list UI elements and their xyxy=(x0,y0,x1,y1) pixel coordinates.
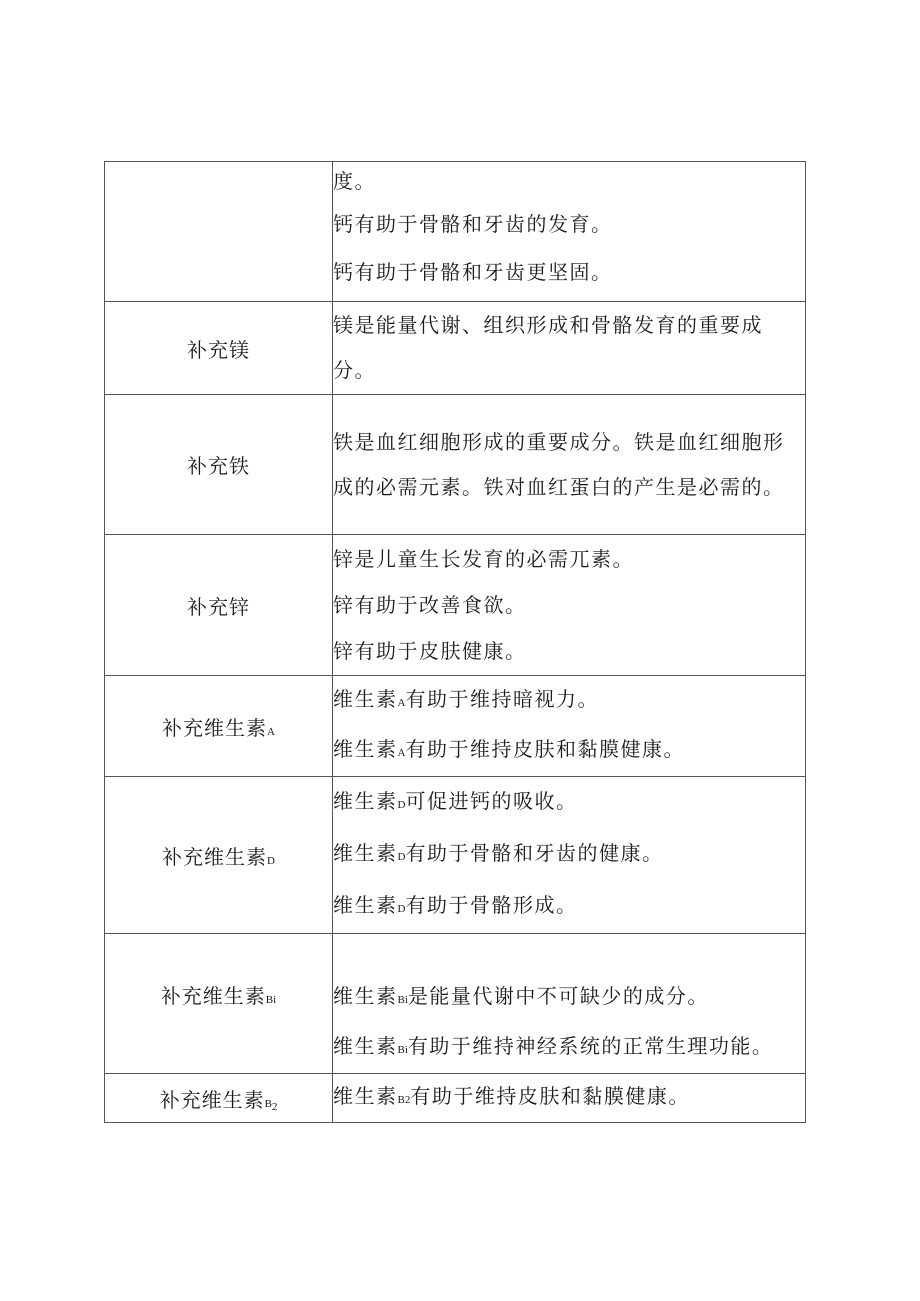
claim-text: 有助于维持皮肤和黏膜健康。 xyxy=(410,1084,690,1108)
claim-text: 有助于骨骼和牙齿的健康。 xyxy=(405,841,664,865)
claim-line: 锌有助于皮肤健康。 xyxy=(333,639,527,663)
claim-subscript: D xyxy=(397,851,406,863)
nutrient-label: 补充铁 xyxy=(187,454,250,478)
nutrient-label: 补充锌 xyxy=(187,594,250,619)
nutrient-subscript: Bi xyxy=(265,994,277,1006)
nutrient-cell xyxy=(105,162,333,302)
claim-line xyxy=(333,973,805,1023)
table-row xyxy=(105,302,806,395)
claim-text: 有助于维持神经系统的正常生理功能。 xyxy=(407,1034,774,1058)
claim-text: 维生素 xyxy=(333,687,398,711)
claim-line xyxy=(333,881,805,933)
nutrient-subscript: 2 xyxy=(271,1100,278,1113)
table-row xyxy=(105,934,806,1074)
claim-line: 锌有助于改善食欲。 xyxy=(333,593,527,617)
table-row xyxy=(105,535,806,676)
claim-line: 度。 xyxy=(333,169,376,193)
nutrient-cell xyxy=(105,676,333,777)
nutrient-cell xyxy=(105,395,333,535)
table-row xyxy=(105,676,806,777)
claim-subscript: Bi xyxy=(397,1044,408,1056)
claim-line: 锌是儿童生长发育的必需兀素。 xyxy=(333,547,634,571)
table-row xyxy=(105,777,806,934)
claim-line: 钙有助于骨骼和牙齿的发育。 xyxy=(333,212,613,236)
nutrient-cell xyxy=(105,1074,333,1123)
nutrient-label: 补充维生素 xyxy=(160,984,266,1008)
claim-text: 维生素 xyxy=(333,841,398,865)
nutrient-label: 补充维生素 xyxy=(162,715,268,740)
nutrient-subscript: A xyxy=(267,725,275,738)
claim-text: 维生素 xyxy=(333,1084,398,1108)
claim-subscript: A xyxy=(397,697,406,709)
claim-cell xyxy=(333,162,806,302)
claim-text: 维生素 xyxy=(333,789,398,813)
claim-cell xyxy=(333,934,806,1074)
claim-cell xyxy=(333,676,806,777)
claim-text: 有助于维持暗视力。 xyxy=(405,687,599,711)
nutrient-label: 补充维生素 xyxy=(162,844,268,869)
claim-text: 维生素 xyxy=(333,984,398,1008)
nutrient-cell xyxy=(105,535,333,676)
nutrient-label: 补充镁 xyxy=(187,337,250,362)
nutrient-claims-table xyxy=(104,161,806,1123)
claim-line xyxy=(333,726,805,776)
claim-line: 铁是血红细胞形成的重要成分。铁是血红细胞形成的必需元素。铁对血红蛋白的产生是必需的。 xyxy=(333,429,785,499)
claim-text: 维生素 xyxy=(333,737,398,761)
nutrient-subscript: B xyxy=(264,1097,272,1110)
claim-subscript: Bi xyxy=(397,994,408,1006)
nutrient-cell xyxy=(105,302,333,395)
claim-text: 可促进钙的吸收。 xyxy=(405,789,578,813)
claim-line xyxy=(333,676,805,726)
claim-line xyxy=(333,829,805,881)
claim-cell xyxy=(333,302,806,395)
claim-line xyxy=(333,777,805,829)
table-row xyxy=(105,162,806,302)
claim-subscript: A xyxy=(397,747,406,759)
claim-text: 有助于骨骼形成。 xyxy=(405,893,578,917)
nutrient-cell xyxy=(105,934,333,1074)
claim-text: 有助于维持皮肤和黏膜健康。 xyxy=(405,737,685,761)
nutrient-cell xyxy=(105,777,333,934)
nutrient-subscript: D xyxy=(267,854,275,867)
claim-cell xyxy=(333,1074,806,1123)
claim-line: 镁是能量代谢、组织形成和骨骼发育的重要成分。 xyxy=(333,313,763,382)
claim-text: 是能量代谢中不可缺少的成分。 xyxy=(407,984,709,1008)
claim-text: 维生素 xyxy=(333,1034,398,1058)
claim-cell xyxy=(333,395,806,535)
nutrient-label: 补充维生素 xyxy=(159,1087,265,1112)
claim-text: 维生素 xyxy=(333,893,398,917)
claim-subscript: B2 xyxy=(397,1094,411,1106)
claim-line xyxy=(333,1023,805,1073)
claim-line: 钙有助于骨骼和牙齿更坚固。 xyxy=(333,260,613,284)
table-row xyxy=(105,1074,806,1123)
claim-subscript: D xyxy=(397,903,406,915)
claim-cell xyxy=(333,777,806,934)
claim-subscript: D xyxy=(397,799,406,811)
claim-cell xyxy=(333,535,806,676)
claim-line xyxy=(333,1074,805,1122)
table-row xyxy=(105,395,806,535)
